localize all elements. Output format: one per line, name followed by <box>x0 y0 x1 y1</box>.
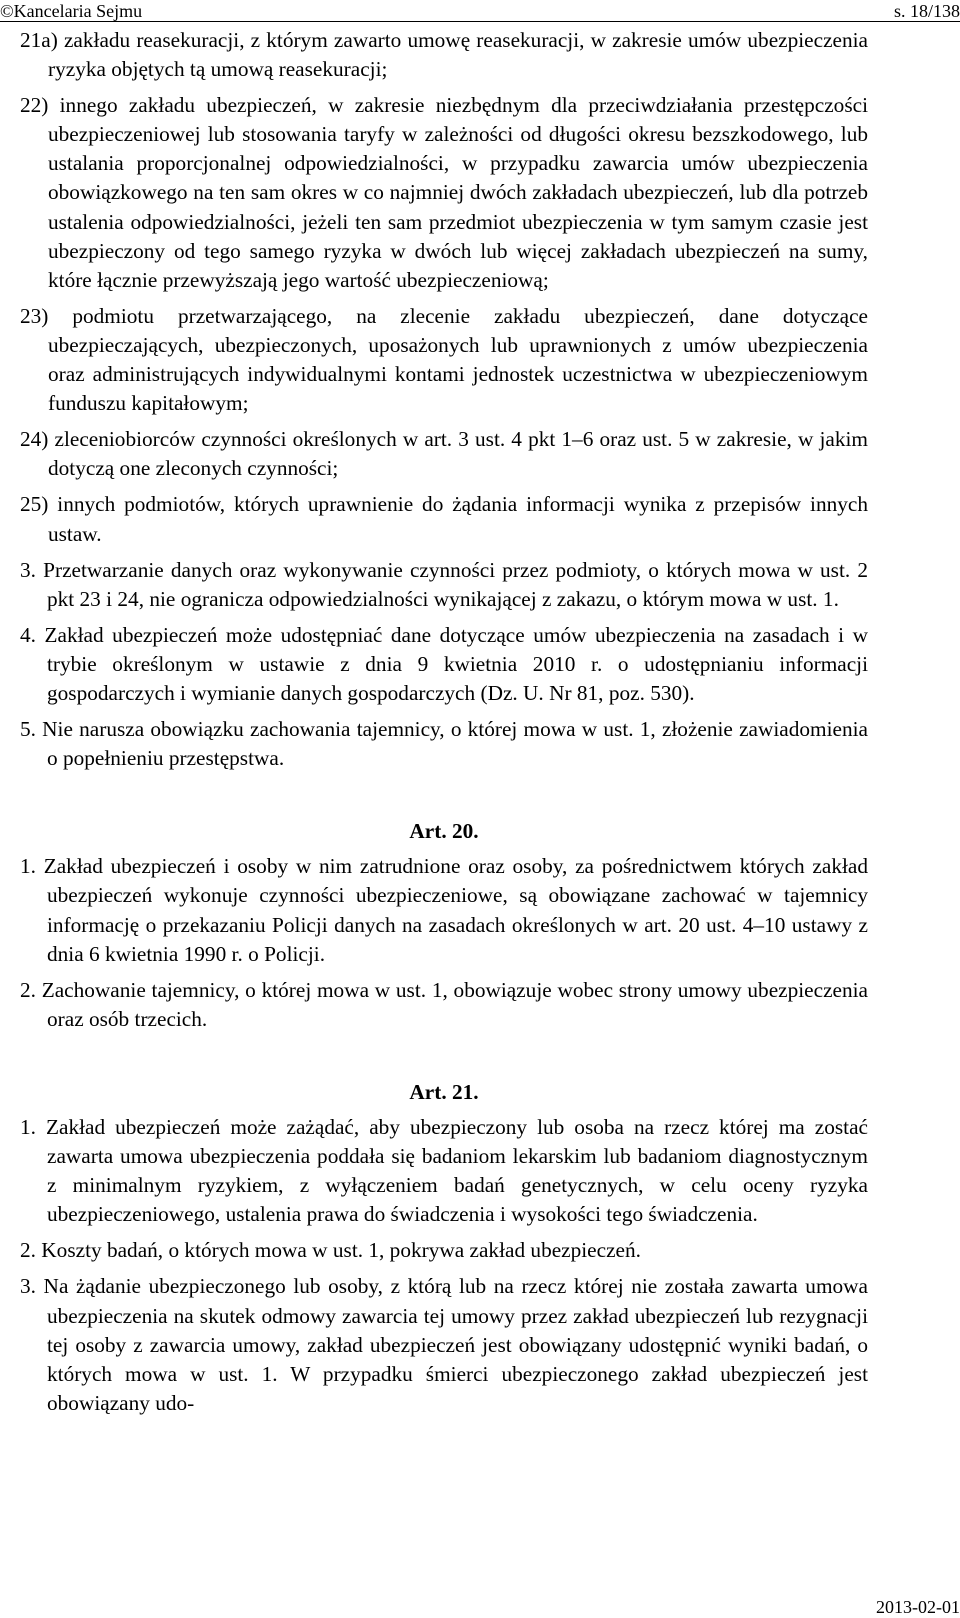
item-24: 24) zleceniobiorców czynności określonych w art. 3 ust. 4 pkt 1–6 oraz ust. 5 w zakresie, w jakim dotyczą one zleconych czynności; <box>20 427 868 481</box>
art21-paragraph-3: 3. Na żądanie ubezpieczonego lub osoby, z którą lub na rzecz której nie została zawarta umowa ubezpieczenia na skutek odmowy zawarcia tej umowy przez zakład ubezpieczeń lub rezygnacji tej osoby z zawarcia umowy, zakład ubezpieczeń jest obowiązany udostępnić wyniki badań, o których mowa w ust. 1. W przypadku śmierci ubezpieczonego zakład ubezpieczeń jest obowiązany udo- <box>20 1274 868 1415</box>
item-21a: 21a) zakładu reasekuracji, z którym zawarto umowę reasekuracji, w zakresie umów ubezpieczenia ryzyka objętych tą umową reasekuracji; <box>20 28 868 82</box>
item-23: 23) podmiotu przetwarzającego, na zlecenie zakładu ubezpieczeń, dane dotyczące ubezpieczających, ubezpieczonych, uposażonych lub uprawnionych z umów ubezpieczenia oraz administrujących indywidualnymi kontami jednostek uczestnictwa w ubezpieczeniowym funduszu kapitałowym; <box>20 303 868 416</box>
item-22: 22) innego zakładu ubezpieczeń, w zakresie niezbędnym dla przeciwdziałania przestępczości ubezpieczeniowej lub stosowania taryfy w zależności od długości okresu bezszkodowego, lub ustalania proporcjonalnej odpowiedzialności, w przypadku zawarcia umów ubezpieczenia obowiązkowego na ten sam okres w co najmniej dwóch zakładach ubezpieczeń, lub dla potrzeb ustalenia odpowiedzialności, jeżeli ten sam przedmiot ubezpieczenia w tym samym czasie jest ubezpieczony od tego samego ryzyka w dwóch lub więcej zakładach ubezpieczeń na sumy, które łącznie przewyższają jego wartość ubezpieczeniową; <box>20 93 868 292</box>
art20-paragraph-2: 2. Zachowanie tajemnicy, o której mowa w ust. 1, obowiązuje wobec strony umowy ubezpieczenia oraz osób trzecich. <box>20 977 868 1031</box>
document-body <box>20 26 868 1425</box>
paragraph-4: 4. Zakład ubezpieczeń może udostępniać dane dotyczące umów ubezpieczenia na zasadach i w trybie określonym w ustawie z dnia 9 kwietnia 2010 r. o udostępnianiu informacji gospodarczych i wymianie danych gospodarczych (Dz. U. Nr 81, poz. 530). <box>20 622 868 705</box>
footer-date: 2013-02-01 <box>876 1597 960 1617</box>
art21-paragraph-2: 2. Koszty badań, o których mowa w ust. 1, pokrywa zakład ubezpieczeń. <box>20 1238 641 1263</box>
paragraph-3: 3. Przetwarzanie danych oraz wykonywanie czynności przez podmioty, o których mowa w ust. 2 pkt 23 i 24, nie ogranicza odpowiedzialności wynikającej z zakazu, o którym mowa w ust. 1. <box>20 557 868 611</box>
item-25: 25) innych podmiotów, których uprawnienie do żądania informacji wynika z przepisów innych ustaw. <box>20 492 868 546</box>
header-rule <box>0 21 960 22</box>
art20-paragraph-1: 1. Zakład ubezpieczeń i osoby w nim zatrudnione oraz osoby, za pośrednictwem których zakład ubezpieczeń wykonuje czynności ubezpieczeniowe, są obowiązane zachować w tajemnicy informację o przekazaniu Policji danych na zasadach określonych w art. 20 ust. 4–10 ustawy z dnia 6 kwietnia 1990 r. o Policji. <box>20 854 868 966</box>
header-page-number: s. 18/138 <box>893 1 960 21</box>
article-21-heading: Art. 21. <box>409 1079 479 1104</box>
article-20-heading: Art. 20. <box>409 819 479 844</box>
paragraph-5: 5. Nie narusza obowiązku zachowania tajemnicy, o której mowa w ust. 1, złożenie zawiadomienia o popełnieniu przestępstwa. <box>20 717 868 771</box>
art21-paragraph-1: 1. Zakład ubezpieczeń może zażądać, aby ubezpieczony lub osoba na rzecz której ma zostać zawarta umowa ubezpieczenia poddała się badaniom lekarskim lub badaniom diagnostycznym z minimalnym ryzykiem, z wyłączeniem badań genetycznych, w celu oceny ryzyka ubezpieczeniowego, ustalenia prawa do świadczenia i wysokości tego świadczenia. <box>20 1115 868 1227</box>
header-copyright: ©Kancelaria Sejmu <box>0 1 143 21</box>
